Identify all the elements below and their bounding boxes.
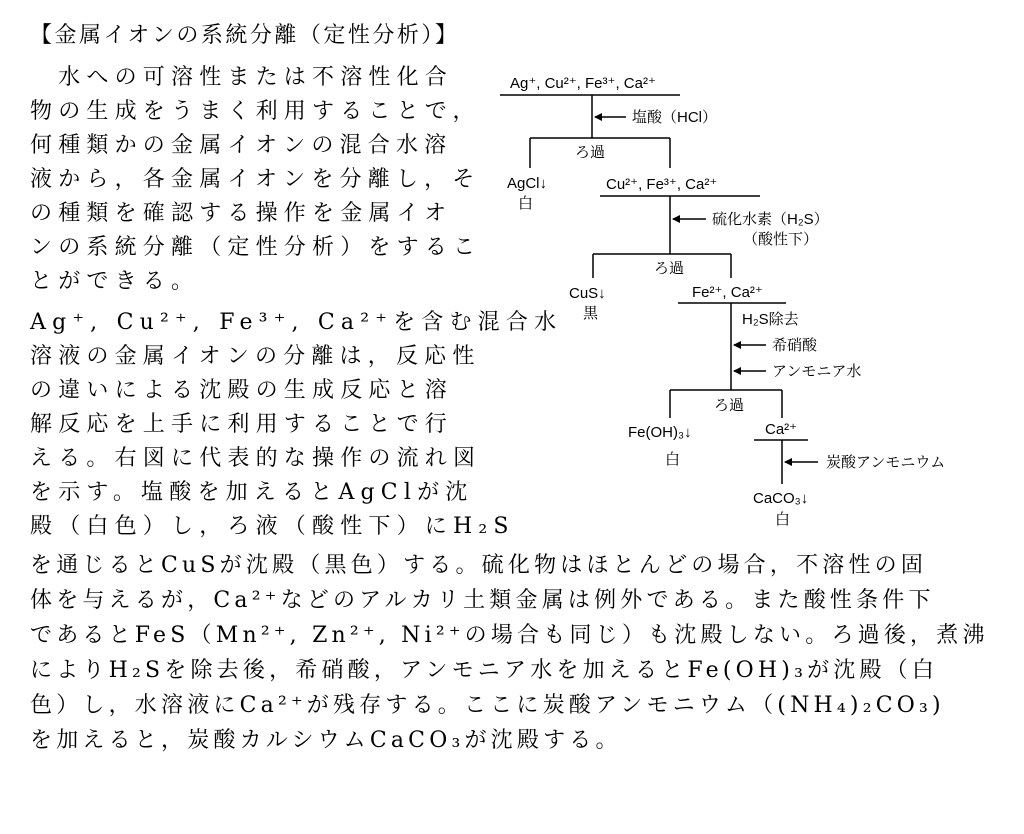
agcl-precipitate: AgCl↓ <box>507 175 548 192</box>
ammonium-carbonate-reagent: 炭酸アンモニウム <box>826 454 946 471</box>
filter-label: ろ過 <box>714 397 745 414</box>
filter-label: ろ過 <box>575 144 606 161</box>
text-line: Ag⁺, Cu²⁺, Fe³⁺, Ca²⁺を含む混合水 <box>30 310 563 335</box>
filter-label: ろ過 <box>654 260 685 277</box>
text-line: であるとFeS（Mn²⁺, Zn²⁺, Ni²⁺の場合も同じ）も沈殿しない。ろ過後，煮沸 <box>30 623 989 648</box>
text-line: ンの系統分離（定性分析）をするこ <box>30 235 482 260</box>
text-line: 何種類かの金属イオンの混合水溶 <box>30 133 453 158</box>
start-ions: Ag⁺, Cu²⁺, Fe³⁺, Ca²⁺ <box>510 75 656 92</box>
text-line: 物の生成をうまく利用することで， <box>30 99 481 124</box>
text-line: によりH₂Sを除去後，希硝酸，アンモニア水を加えるとFe(OH)₃が沈殿（白 <box>30 658 939 683</box>
cus-color: 黒 <box>583 305 599 322</box>
h2s-reagent: 硫化水素（H₂S） <box>712 211 829 228</box>
text-line: を通じるとCuSが沈殿（黒色）する。硫化物はほとんどの場合，不溶性の固 <box>30 553 928 578</box>
text-line: 殿（白色）し，ろ液（酸性下）にH₂S <box>30 514 515 539</box>
text-line: 液から，各金属イオンを分離し，そ <box>30 167 481 192</box>
text-line: を示す。塩酸を加えるとAgClが沈 <box>30 480 474 505</box>
agcl-color: 白 <box>518 195 534 212</box>
text-line: を加えると，炭酸カルシウムCaCO₃が沈殿する。 <box>30 728 622 753</box>
filtrate-1-ions: Cu²⁺, Fe³⁺, Ca²⁺ <box>606 176 718 193</box>
text-line: の種類を確認する操作を金属イオ <box>30 201 453 226</box>
ammonia-reagent: アンモニア水 <box>772 363 862 380</box>
acid-condition: （酸性下） <box>743 231 819 248</box>
filtrate-2-ions: Fe²⁺, Ca²⁺ <box>692 284 763 301</box>
caco3-precipitate: CaCO₃↓ <box>753 490 809 507</box>
feoh3-precipitate: Fe(OH)₃↓ <box>628 424 692 441</box>
caco3-color: 白 <box>775 511 791 528</box>
text-line: 水への可溶性または不溶性化合 <box>30 65 454 90</box>
cus-precipitate: CuS↓ <box>569 285 606 302</box>
text-line: 解反応を上手に利用することで行 <box>30 412 454 437</box>
feoh3-color: 白 <box>665 451 681 468</box>
text-line: 体を与えるが，Ca²⁺などのアルカリ土類金属は例外である。また酸性条件下 <box>30 588 935 613</box>
section-title: 【金属イオンの系統分離（定性分析）】 <box>30 23 460 48</box>
text-line: 溶液の金属イオンの分離は，反応性 <box>30 344 481 369</box>
h2s-removal: H₂S除去 <box>742 311 799 328</box>
filtrate-3-ions: Ca²⁺ <box>765 421 798 438</box>
nitric-acid-reagent: 希硝酸 <box>772 337 818 354</box>
text-line: 色）し，水溶液にCa²⁺が残存する。ここに炭酸アンモニウム（(NH₄)₂CO₃) <box>30 693 945 718</box>
text-line: の違いによる沈殿の生成反応と溶 <box>30 378 454 403</box>
text-line: とができる。 <box>30 269 200 294</box>
text-line: える。右図に代表的な操作の流れ図 <box>30 446 482 471</box>
hcl-reagent: 塩酸（HCl） <box>632 109 717 126</box>
